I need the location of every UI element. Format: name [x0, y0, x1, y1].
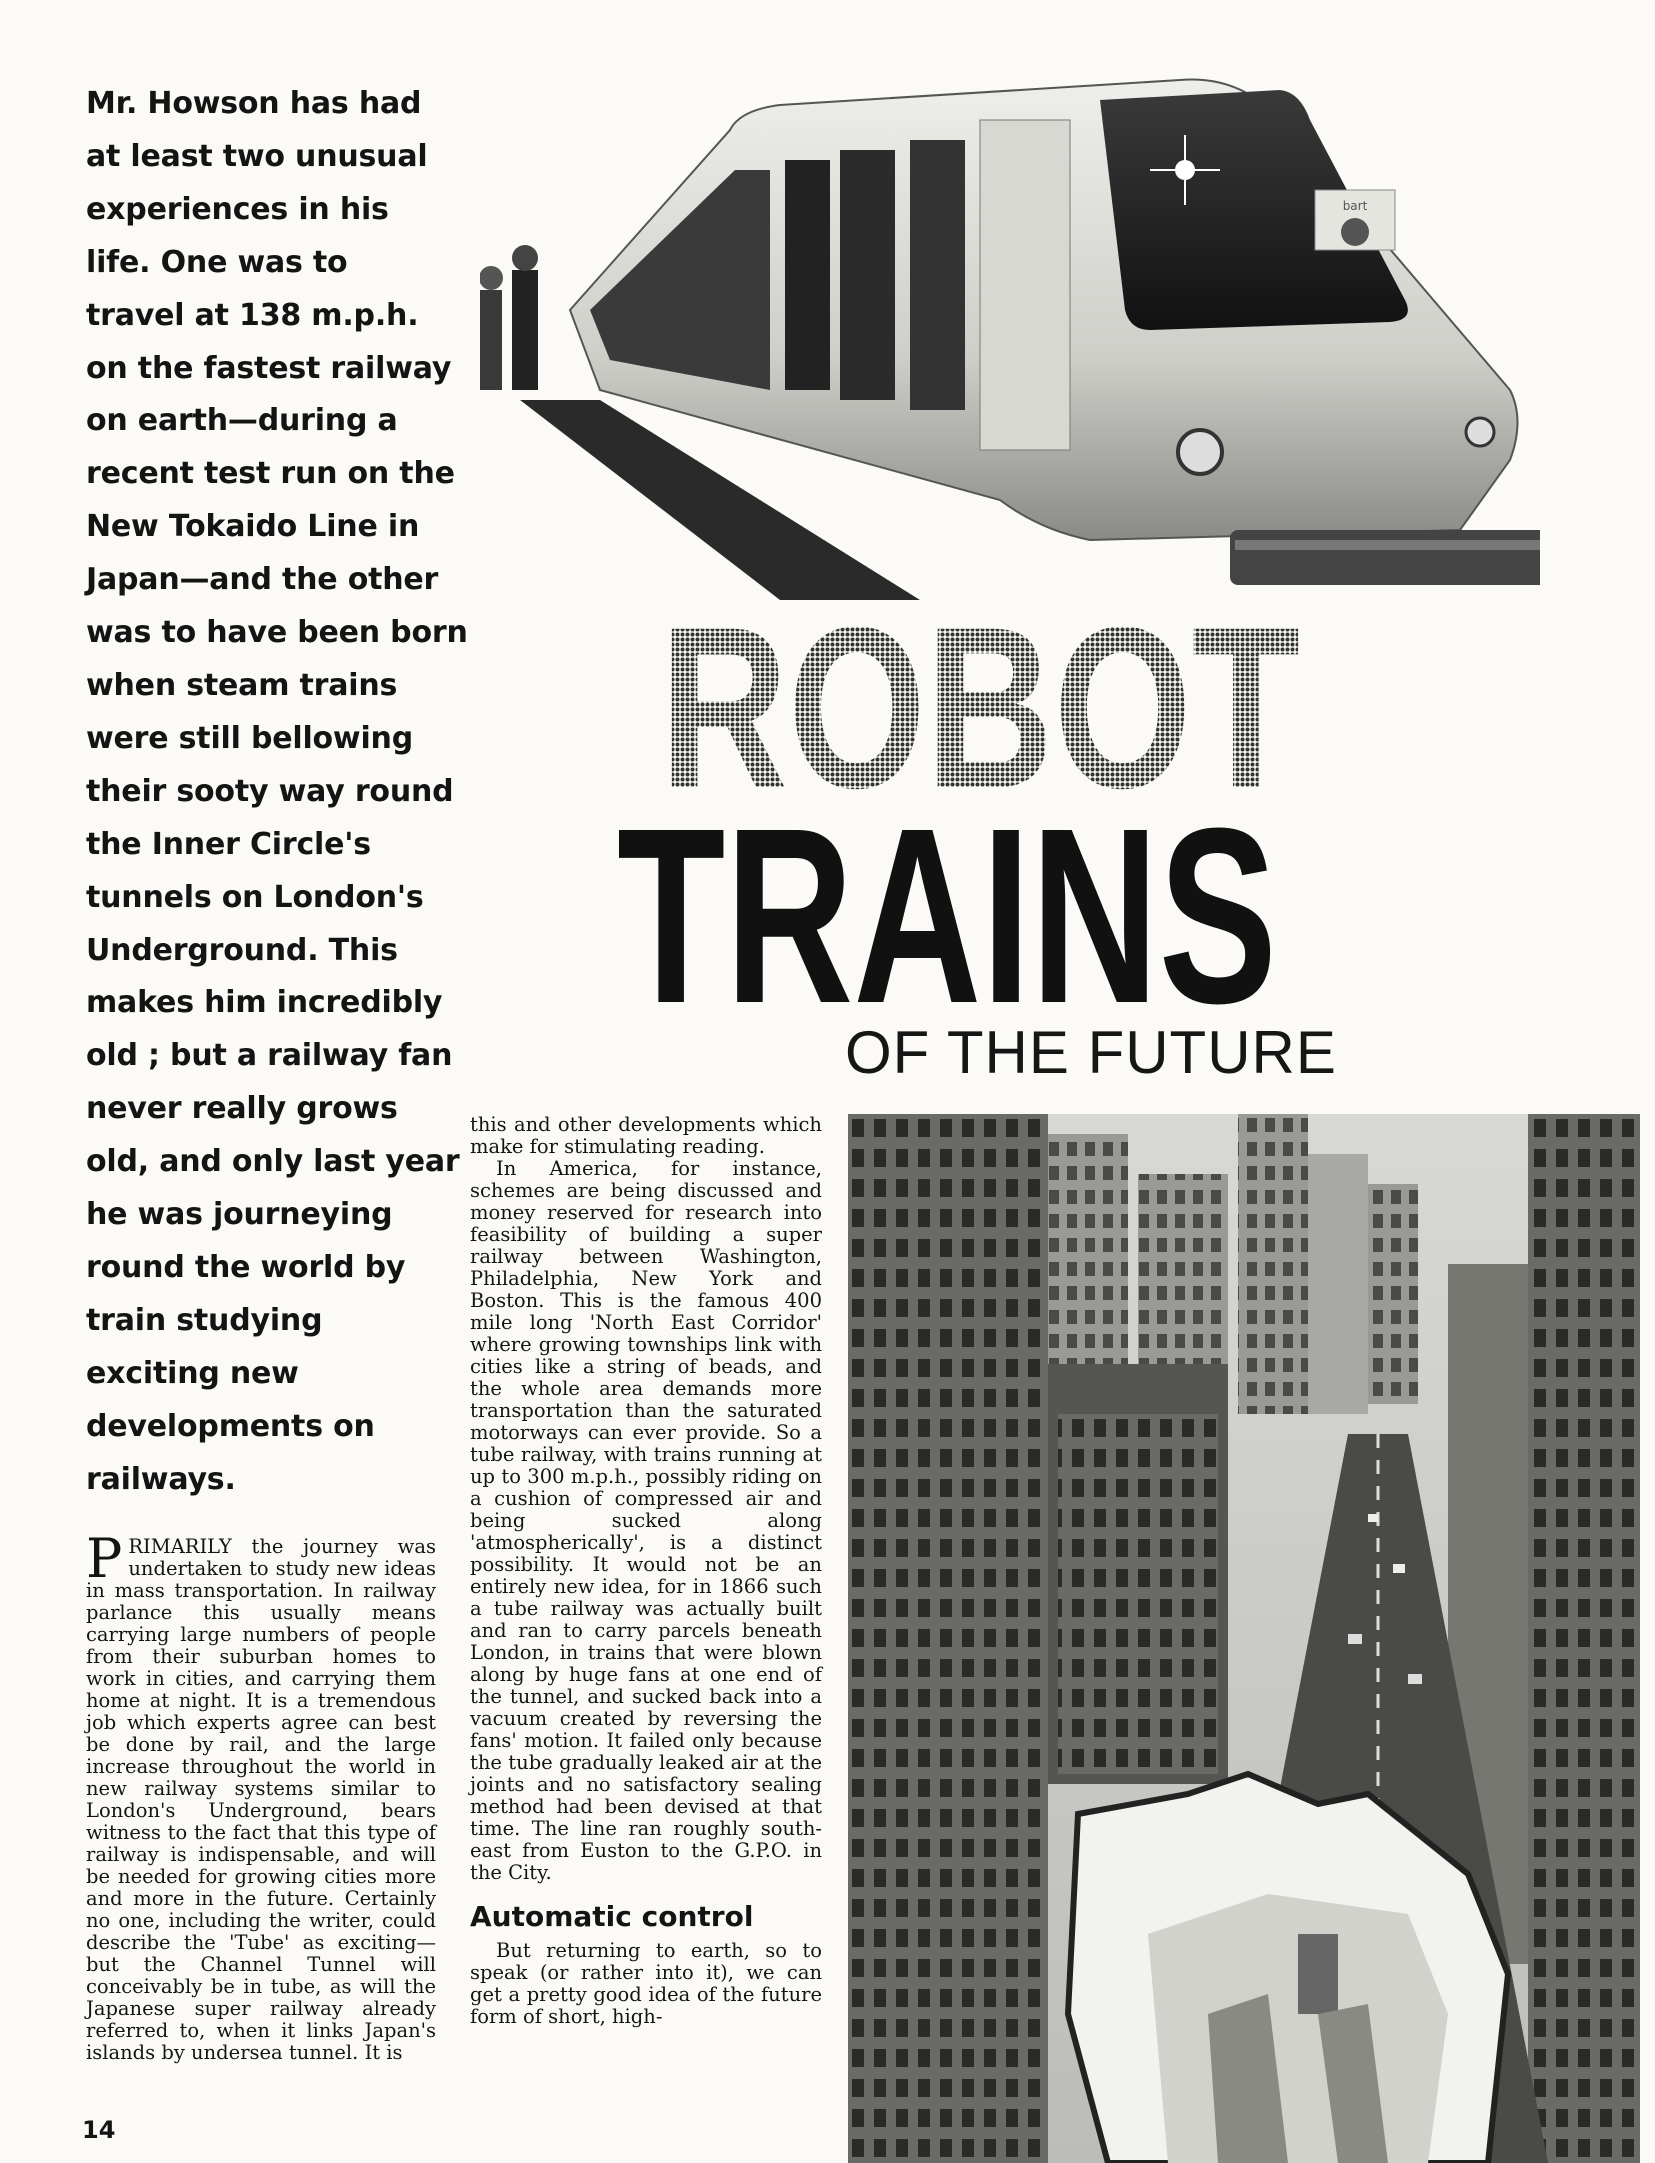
- intro-line: he was journeying: [86, 1197, 393, 1233]
- intro-line: tunnels on London's: [86, 879, 424, 915]
- intro-line: travel at 138 m.p.h.: [86, 297, 419, 333]
- intro-line: Underground. This: [86, 932, 398, 968]
- intro-line: life. One was to: [86, 244, 348, 280]
- drop-cap: P: [86, 1527, 123, 1590]
- intro-line: at least two unusual: [86, 138, 428, 174]
- intro-line: recent test run on the: [86, 456, 455, 492]
- city-street-photo: [848, 1114, 1640, 2163]
- section-heading: Automatic control: [470, 1900, 754, 1933]
- intro-line: round the world by: [86, 1249, 406, 1285]
- intro-line: on the fastest railway: [86, 350, 452, 386]
- intro-line: were still bellowing: [86, 720, 413, 756]
- train-badge-text: bart: [1342, 199, 1368, 213]
- intro-line: railways.: [86, 1461, 236, 1497]
- article-column-2: [470, 1114, 822, 2028]
- intro-line: Japan—and the other: [86, 562, 439, 598]
- article-paragraph: In America, for instance, schemes are being discussed and money reserved for research into feasibility of building a super railway between Washington, Philadelphia, New York and Boston. This is the famous 400 mile long 'North East Corridor' where growing townships link with cities like a string of beads, and the whole area demands more transportation than the saturated motorways can ever provide. So a tube railway, with trains running at up to 300 m.p.h., possibly riding on a cushion of compressed air and being sucked along 'atmospherically', is a distinct possibility. It would not be an entirely new idea, for in 1866 such a tube railway was actually built and ran to carry parcels beneath London, in trains that were blown along by huge fans at one end of the tunnel, and sucked back into a vacuum created by reversing the fans' motion. It failed only because the tube gradually leaked air at the joints and no satisfactory sealing method had been devised at that time. The line ran roughly south-east from Euston to the G.P.O. in the City.: [470, 1157, 822, 1884]
- title-trains: [612, 812, 1282, 1012]
- intro-line: old ; but a railway fan: [86, 1038, 453, 1074]
- intro-line: on earth—during a: [86, 403, 398, 439]
- intro-line: the Inner Circle's: [86, 826, 371, 862]
- intro-line: when steam trains: [86, 667, 398, 703]
- intro-line: New Tokaido Line in: [86, 509, 420, 545]
- intro-line: train studying: [86, 1302, 323, 1338]
- intro-line: never really grows: [86, 1091, 398, 1127]
- article-paragraph: But returning to earth, so to speak (or rather into it), we can get a pretty good idea of the future form of short, high-: [470, 1939, 822, 2028]
- article-paragraph: RIMARILY the journey was undertaken to study new ideas in mass transportation. In railway parlance this usually means carrying large numbers of people from their suburban homes to work in cities, and carrying them home at night. It is a tremendous job which experts agree can best be done by rail, and the large increase throughout the world in new railway systems similar to London's Underground, bears witness to the fact that this type of railway is indispensable, and will be needed for growing cities more and more in the future. Certainly no one, including the writer, could describe the 'Tube' as exciting—but the Channel Tunnel will conceivably be in tube, as will the Japanese super railway already referred to, when it links Japan's islands by undersea tunnel. It is: [86, 1535, 436, 2064]
- title-robot: [650, 612, 1310, 802]
- intro-line: Mr. Howson has had: [86, 86, 422, 121]
- page-number: 14: [82, 2116, 116, 2144]
- intro-line: exciting new: [86, 1355, 299, 1391]
- train-photo: [480, 60, 1540, 600]
- intro-line: developments on: [86, 1408, 375, 1444]
- subtitle: OF THE FUTURE: [845, 1019, 1337, 1086]
- intro-line: old, and only last year: [86, 1144, 460, 1180]
- intro-line: makes him incredibly: [86, 985, 443, 1021]
- article-paragraph: this and other developments which make for stimulating reading.: [470, 1113, 822, 1158]
- intro-standfirst: [86, 78, 468, 1506]
- article-column-1: [86, 1527, 436, 2064]
- intro-line: was to have been born: [86, 615, 468, 651]
- intro-line: experiences in his: [86, 191, 389, 227]
- title-robot-text: ROBOT: [660, 612, 1300, 802]
- intro-line: their sooty way round: [86, 773, 454, 809]
- title-trains-text: TRAINS: [617, 812, 1277, 1012]
